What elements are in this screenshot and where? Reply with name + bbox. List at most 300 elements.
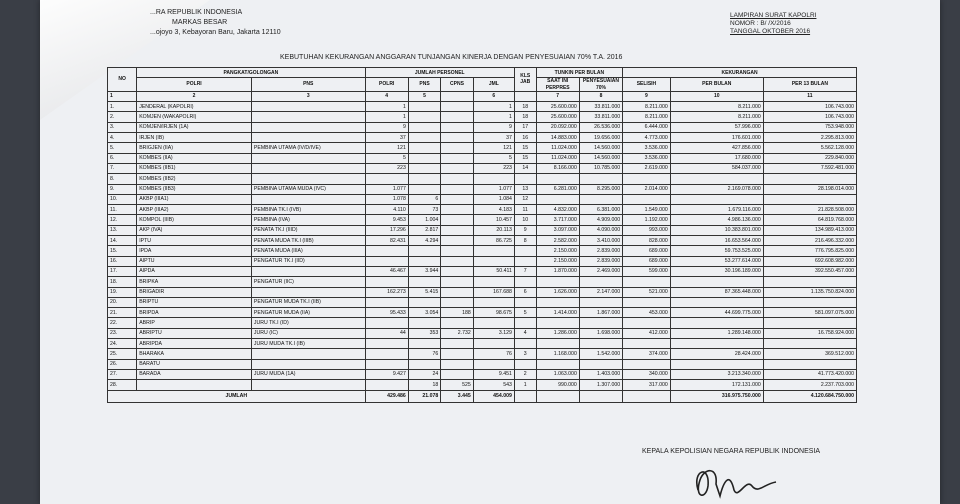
row-no: 7.: [108, 163, 137, 173]
selisih: 8.211.000: [623, 102, 671, 112]
table-row: [108, 318, 857, 328]
row-no: 21.: [108, 308, 137, 318]
budget-table: [107, 67, 857, 403]
tunkin-saat-ini: 20.092.000: [536, 122, 579, 132]
selisih: 1.549.000: [623, 205, 671, 215]
rank-polri: BARADA: [137, 369, 252, 379]
rank-polri: BHARAKA: [137, 349, 252, 359]
total-per-bulan: 316.975.750.000: [670, 390, 763, 402]
rank-pns: [251, 122, 365, 132]
kekurangan-per-13-bulan: 776.795.825.000: [763, 246, 856, 256]
personel-cpns: 525: [441, 380, 473, 390]
kls-jab: 4: [514, 328, 536, 338]
row-no: 16.: [108, 256, 137, 266]
col-polri: POLRI: [137, 78, 252, 92]
rank-polri: BRIGADIR: [137, 287, 252, 297]
tunkin-saat-ini: 8.166.000: [536, 163, 579, 173]
table-row: [108, 184, 857, 194]
col-penyesuaian: PENYESUAIAN 70%: [579, 78, 622, 92]
idx-cell: 7: [536, 91, 579, 101]
personel-jml: 121: [473, 143, 514, 153]
personel-cpns: [441, 349, 473, 359]
rank-polri: BRIGJEN (IIA): [137, 143, 252, 153]
selisih: 3.536.000: [623, 143, 671, 153]
tunkin-penyesuaian: [579, 297, 622, 307]
kekurangan-per-bulan: 28.424.000: [670, 349, 763, 359]
rank-pns: PENATA TK.I (IIID): [251, 225, 365, 235]
col-jumlah-personel: JUMLAH PERSONEL: [365, 68, 514, 78]
rank-polri: KOMBES (IIB2): [137, 174, 252, 184]
personel-jml: [473, 174, 514, 184]
row-no: 3.: [108, 122, 137, 132]
personel-jml: 1.084: [473, 194, 514, 204]
rank-polri: AKBP (IIIA1): [137, 194, 252, 204]
personel-pns: [408, 163, 440, 173]
kekurangan-per-bulan: 16.653.564.000: [670, 236, 763, 246]
kls-jab: 10: [514, 215, 536, 225]
kekurangan-per-bulan: [670, 339, 763, 349]
kekurangan-per-13-bulan: 7.592.481.000: [763, 163, 856, 173]
personel-polri: 17.296: [365, 225, 408, 235]
kekurangan-per-13-bulan: [763, 277, 856, 287]
row-no: 26.: [108, 359, 137, 369]
selisih: 453.000: [623, 308, 671, 318]
selisih: 6.444.000: [623, 122, 671, 132]
personel-polri: [365, 359, 408, 369]
kekurangan-per-13-bulan: 753.948.000: [763, 122, 856, 132]
personel-cpns: [441, 112, 473, 122]
rank-polri: BRIPDA: [137, 308, 252, 318]
rank-pns: JURU (IC): [251, 328, 365, 338]
rank-pns: PENATA MUDA (IIIA): [251, 246, 365, 256]
personel-pns: 5.415: [408, 287, 440, 297]
kls-jab: 15: [514, 143, 536, 153]
personel-pns: 2.817: [408, 225, 440, 235]
rank-polri: BRIPTU: [137, 297, 252, 307]
personel-polri: [365, 246, 408, 256]
personel-jml: 223: [473, 163, 514, 173]
col-saat-ini: SAAT INI PERPRES: [536, 78, 579, 92]
total-polri: 429.486: [365, 390, 408, 402]
kekurangan-per-13-bulan: 229.840.000: [763, 153, 856, 163]
kekurangan-per-bulan: 1.289.148.000: [670, 328, 763, 338]
personel-polri: [365, 318, 408, 328]
tunkin-penyesuaian: 1.867.000: [579, 308, 622, 318]
letterhead-line: ...RA REPUBLIK INDONESIA: [150, 9, 243, 16]
tunkin-penyesuaian: [579, 359, 622, 369]
personel-jml: 20.113: [473, 225, 514, 235]
idx-cell: 10: [670, 91, 763, 101]
rank-polri: AKP (IVA): [137, 225, 252, 235]
tunkin-penyesuaian: 26.536.000: [579, 122, 622, 132]
tunkin-penyesuaian: 6.381.000: [579, 205, 622, 215]
rank-polri: AIPDA: [137, 266, 252, 276]
rank-pns: JURU TK.I (ID): [251, 318, 365, 328]
table-row: [108, 349, 857, 359]
table-row: [108, 102, 857, 112]
kekurangan-per-bulan: 8.211.000: [670, 112, 763, 122]
table-row: [108, 308, 857, 318]
row-no: 24.: [108, 339, 137, 349]
col-p-cpns: CPNS: [441, 78, 473, 92]
kekurangan-per-bulan: 584.037.000: [670, 163, 763, 173]
total-empty: [579, 390, 622, 402]
personel-cpns: [441, 205, 473, 215]
tunkin-saat-ini: [536, 277, 579, 287]
tunkin-saat-ini: [536, 174, 579, 184]
personel-polri: 82.431: [365, 236, 408, 246]
row-no: 17.: [108, 266, 137, 276]
personel-jml: [473, 277, 514, 287]
selisih: 689.000: [623, 246, 671, 256]
personel-polri: 46.467: [365, 266, 408, 276]
kls-jab: 18: [514, 112, 536, 122]
selisih: 412.000: [623, 328, 671, 338]
tunkin-penyesuaian: 1.307.000: [579, 380, 622, 390]
table-row: [108, 256, 857, 266]
personel-pns: [408, 359, 440, 369]
personel-polri: [365, 339, 408, 349]
personel-cpns: [441, 174, 473, 184]
personel-cpns: [441, 184, 473, 194]
attachment-line: NOMOR : B/ /X/2016: [730, 20, 791, 27]
table-body: [108, 102, 857, 390]
personel-cpns: 2.732: [441, 328, 473, 338]
kls-jab: 8: [514, 236, 536, 246]
letterhead-line: ...ojoyo 3, Kebayoran Baru, Jakarta 12110: [150, 29, 281, 36]
tunkin-penyesuaian: 2.839.000: [579, 256, 622, 266]
table-row: [108, 246, 857, 256]
personel-pns: [408, 143, 440, 153]
tunkin-penyesuaian: 4.090.000: [579, 225, 622, 235]
table-row: [108, 163, 857, 173]
kls-jab: 9: [514, 225, 536, 235]
rank-polri: KOMJEN/IRJEN (1A): [137, 122, 252, 132]
kls-jab: 13: [514, 184, 536, 194]
table-row: [108, 122, 857, 132]
total-cpns: 3.445: [441, 390, 473, 402]
personel-polri: 1: [365, 102, 408, 112]
selisih: 4.773.000: [623, 133, 671, 143]
tunkin-penyesuaian: 2.839.000: [579, 246, 622, 256]
kls-jab: 1: [514, 380, 536, 390]
personel-jml: [473, 318, 514, 328]
idx-cell: 4: [365, 91, 408, 101]
personel-polri: [365, 256, 408, 266]
tunkin-saat-ini: 1.168.000: [536, 349, 579, 359]
total-empty: [623, 390, 671, 402]
kekurangan-per-13-bulan: 2.295.813.000: [763, 133, 856, 143]
kekurangan-per-bulan: 8.211.000: [670, 102, 763, 112]
rank-polri: AKBP (IIIA2): [137, 205, 252, 215]
kekurangan-per-13-bulan: [763, 318, 856, 328]
tunkin-penyesuaian: [579, 318, 622, 328]
kekurangan-per-bulan: 2.169.078.000: [670, 184, 763, 194]
tunkin-penyesuaian: [579, 277, 622, 287]
kls-jab: 2: [514, 369, 536, 379]
personel-cpns: [441, 236, 473, 246]
rank-polri: BRIPKA: [137, 277, 252, 287]
tunkin-saat-ini: 6.281.000: [536, 184, 579, 194]
personel-pns: 24: [408, 369, 440, 379]
row-no: 11.: [108, 205, 137, 215]
tunkin-saat-ini: 11.024.000: [536, 153, 579, 163]
personel-cpns: [441, 194, 473, 204]
selisih: [623, 277, 671, 287]
tunkin-penyesuaian: [579, 174, 622, 184]
rank-pns: PENGATUR TK.I (IID): [251, 256, 365, 266]
rank-pns: PEMBINA TK.I (IVB): [251, 205, 365, 215]
rank-pns: PENGATUR (IIC): [251, 277, 365, 287]
personel-cpns: [441, 163, 473, 173]
tunkin-penyesuaian: 4.909.000: [579, 215, 622, 225]
idx-cell: 6: [473, 91, 514, 101]
kls-jab: 17: [514, 122, 536, 132]
row-no: 15.: [108, 246, 137, 256]
personel-cpns: [441, 266, 473, 276]
kekurangan-per-bulan: 176.601.000: [670, 133, 763, 143]
personel-pns: 1.004: [408, 215, 440, 225]
personel-cpns: [441, 277, 473, 287]
idx-cell: [514, 91, 536, 101]
rank-pns: PENATA MUDA TK.I (IIIB): [251, 236, 365, 246]
tunkin-saat-ini: 11.024.000: [536, 143, 579, 153]
kekurangan-per-bulan: 1.679.116.000: [670, 205, 763, 215]
rank-polri: KOMBES (IIB3): [137, 184, 252, 194]
personel-pns: [408, 277, 440, 287]
letterhead: [150, 8, 281, 38]
selisih: 828.000: [623, 236, 671, 246]
total-jml: 454.009: [473, 390, 514, 402]
table-row: [108, 143, 857, 153]
personel-polri: 9: [365, 122, 408, 132]
personel-jml: 1: [473, 112, 514, 122]
personel-pns: [408, 246, 440, 256]
personel-cpns: [441, 297, 473, 307]
signature-title: KEPALA KEPOLISIAN NEGARA REPUBLIK INDONESIA: [642, 448, 821, 455]
row-no: 18.: [108, 277, 137, 287]
tunkin-penyesuaian: 10.785.000: [579, 163, 622, 173]
table-row: [108, 297, 857, 307]
tunkin-penyesuaian: 2.469.000: [579, 266, 622, 276]
personel-polri: 1.078: [365, 194, 408, 204]
personel-cpns: [441, 153, 473, 163]
personel-polri: [365, 277, 408, 287]
idx-cell: [441, 91, 473, 101]
rank-pns: [251, 287, 365, 297]
selisih: 8.211.000: [623, 112, 671, 122]
kekurangan-per-13-bulan: 581.097.075.000: [763, 308, 856, 318]
tunkin-penyesuaian: 1.698.000: [579, 328, 622, 338]
row-no: 5.: [108, 143, 137, 153]
personel-polri: 121: [365, 143, 408, 153]
signature-scribble: [690, 460, 780, 504]
row-no: 13.: [108, 225, 137, 235]
kekurangan-per-13-bulan: 2.237.703.000: [763, 380, 856, 390]
rank-pns: PENGATUR MUDA (IIA): [251, 308, 365, 318]
row-no: 9.: [108, 184, 137, 194]
personel-jml: 98.675: [473, 308, 514, 318]
tunkin-saat-ini: 2.150.000: [536, 256, 579, 266]
table-row: [108, 112, 857, 122]
row-no: 10.: [108, 194, 137, 204]
col-kls: KLS JAB: [514, 68, 536, 92]
kls-jab: 15: [514, 153, 536, 163]
tunkin-saat-ini: 4.832.000: [536, 205, 579, 215]
tunkin-penyesuaian: 19.656.000: [579, 133, 622, 143]
attachment-header: [730, 12, 816, 36]
table-row: [108, 380, 857, 390]
tunkin-saat-ini: 14.883.000: [536, 133, 579, 143]
idx-cell: 11: [763, 91, 856, 101]
tunkin-saat-ini: 3.097.000: [536, 225, 579, 235]
personel-pns: [408, 122, 440, 132]
row-no: 27.: [108, 369, 137, 379]
personel-jml: 9.451: [473, 369, 514, 379]
table-row: [108, 328, 857, 338]
selisih: [623, 174, 671, 184]
rank-polri: KOMJEN (WAKAPOLRI): [137, 112, 252, 122]
selisih: [623, 297, 671, 307]
tunkin-saat-ini: 1.414.000: [536, 308, 579, 318]
rank-polri: [137, 380, 252, 390]
rank-polri: JENDERAL (KAPOLRI): [137, 102, 252, 112]
personel-polri: 1.077: [365, 184, 408, 194]
kekurangan-per-bulan: 4.986.136.000: [670, 215, 763, 225]
kls-jab: 11: [514, 205, 536, 215]
rank-pns: PEMBINA (IVA): [251, 215, 365, 225]
kekurangan-per-bulan: 53.277.614.000: [670, 256, 763, 266]
row-no: 23.: [108, 328, 137, 338]
kls-jab: 7: [514, 266, 536, 276]
personel-jml: 50.411: [473, 266, 514, 276]
tunkin-saat-ini: [536, 318, 579, 328]
personel-pns: [408, 339, 440, 349]
col-kekurangan: KEKURANGAN: [623, 68, 857, 78]
tunkin-penyesuaian: 33.811.000: [579, 112, 622, 122]
personel-pns: [408, 112, 440, 122]
tunkin-saat-ini: 1.626.000: [536, 287, 579, 297]
tunkin-penyesuaian: 1.542.000: [579, 349, 622, 359]
kekurangan-per-bulan: [670, 297, 763, 307]
personel-pns: 6: [408, 194, 440, 204]
col-tunkin: TUNKIN PER BULAN: [536, 68, 623, 78]
kls-jab: [514, 174, 536, 184]
personel-jml: 10.457: [473, 215, 514, 225]
col-no: NO: [108, 68, 137, 92]
idx-cell: 3: [251, 91, 365, 101]
tunkin-penyesuaian: 1.403.000: [579, 369, 622, 379]
personel-jml: 543: [473, 380, 514, 390]
idx-cell: 9: [623, 91, 671, 101]
personel-jml: [473, 256, 514, 266]
row-no: 19.: [108, 287, 137, 297]
tunkin-penyesuaian: [579, 339, 622, 349]
kls-jab: 18: [514, 102, 536, 112]
personel-pns: 353: [408, 328, 440, 338]
personel-pns: 3.054: [408, 308, 440, 318]
idx-cell: 5: [408, 91, 440, 101]
table-row: [108, 194, 857, 204]
personel-polri: 44: [365, 328, 408, 338]
total-empty: [514, 390, 536, 402]
personel-jml: 3.129: [473, 328, 514, 338]
tunkin-saat-ini: [536, 194, 579, 204]
rank-pns: [251, 194, 365, 204]
selisih: 689.000: [623, 256, 671, 266]
kls-jab: 14: [514, 163, 536, 173]
kekurangan-per-bulan: 87.365.448.000: [670, 287, 763, 297]
table-row: [108, 133, 857, 143]
rank-pns: [251, 266, 365, 276]
rank-pns: [251, 102, 365, 112]
personel-pns: [408, 297, 440, 307]
document-title: KEBUTUHAN KEKURANGAN ANGGARAN TUNJANGAN KINERJA DENGAN PENYESUAIAN 70% T.A. 2016: [280, 54, 623, 61]
total-pns: 21.078: [408, 390, 440, 402]
personel-cpns: [441, 369, 473, 379]
personel-cpns: [441, 246, 473, 256]
tunkin-penyesuaian: 14.560.000: [579, 143, 622, 153]
selisih: 599.000: [623, 266, 671, 276]
kekurangan-per-bulan: 10.383.801.000: [670, 225, 763, 235]
personel-pns: [408, 102, 440, 112]
rank-polri: KOMBES (IIB1): [137, 163, 252, 173]
table-row: [108, 339, 857, 349]
col-per-13-bulan: PER 13 BULAN: [763, 78, 856, 92]
table-row: [108, 174, 857, 184]
selisih: 2.014.000: [623, 184, 671, 194]
rank-pns: [251, 112, 365, 122]
rank-pns: JURU MUDA (1A): [251, 369, 365, 379]
row-no: 2.: [108, 112, 137, 122]
col-p-polri: POLRI: [365, 78, 408, 92]
kekurangan-per-13-bulan: 16.758.924.000: [763, 328, 856, 338]
row-no: 6.: [108, 153, 137, 163]
personel-cpns: [441, 122, 473, 132]
table-row: [108, 266, 857, 276]
kls-jab: [514, 318, 536, 328]
kekurangan-per-13-bulan: 692.608.982.000: [763, 256, 856, 266]
total-per-13-bulan: 4.120.684.750.000: [763, 390, 856, 402]
row-no: 1.: [108, 102, 137, 112]
tunkin-saat-ini: 25.600.000: [536, 102, 579, 112]
personel-cpns: [441, 143, 473, 153]
personel-cpns: [441, 256, 473, 266]
tunkin-saat-ini: 2.582.000: [536, 236, 579, 246]
selisih: [623, 359, 671, 369]
total-label: JUMLAH: [108, 390, 366, 402]
personel-jml: [473, 339, 514, 349]
tunkin-penyesuaian: 8.295.000: [579, 184, 622, 194]
attachment-line: LAMPIRAN SURAT KAPOLRI: [730, 12, 817, 19]
kekurangan-per-13-bulan: 21.828.508.000: [763, 205, 856, 215]
personel-pns: 3.944: [408, 266, 440, 276]
selisih: [623, 318, 671, 328]
kekurangan-per-13-bulan: [763, 339, 856, 349]
kekurangan-per-13-bulan: 106.743.000: [763, 102, 856, 112]
column-index-row: [108, 91, 857, 101]
tunkin-penyesuaian: 3.410.000: [579, 236, 622, 246]
kls-jab: [514, 277, 536, 287]
kekurangan-per-bulan: 427.856.000: [670, 143, 763, 153]
rank-pns: [251, 349, 365, 359]
tunkin-saat-ini: 1.286.000: [536, 328, 579, 338]
kekurangan-per-13-bulan: [763, 174, 856, 184]
selisih: 317.000: [623, 380, 671, 390]
personel-jml: 1.077: [473, 184, 514, 194]
personel-pns: [408, 133, 440, 143]
kekurangan-per-bulan: 59.753.525.000: [670, 246, 763, 256]
